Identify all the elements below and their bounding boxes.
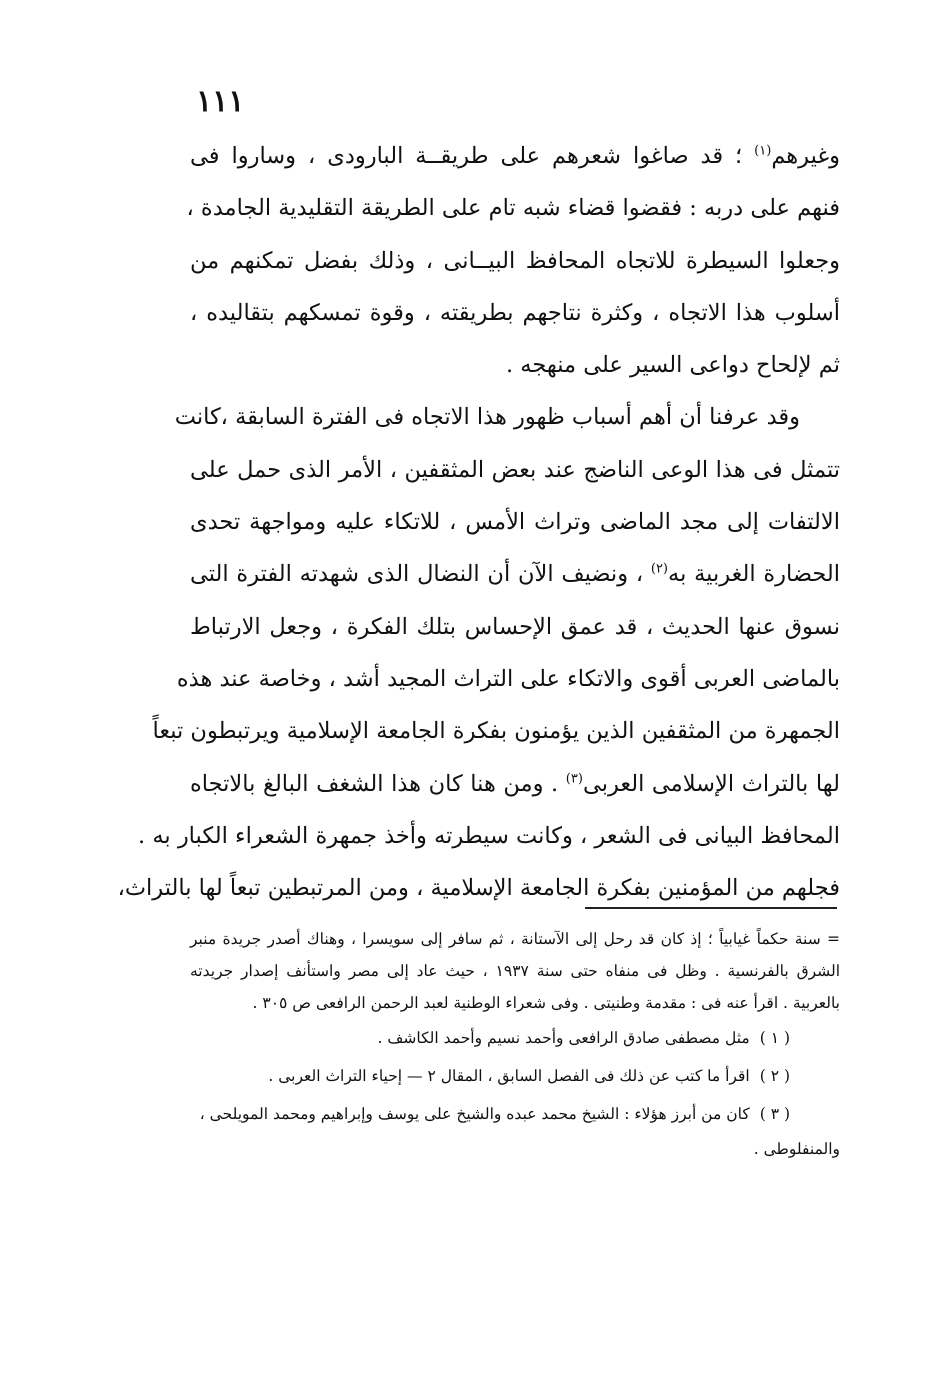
text-line <box>190 758 840 810</box>
footnote-ref: (٣) <box>565 771 583 787</box>
main-text <box>117 130 840 914</box>
text-line: الجمهرة من المثقفين الذين يؤمنون بفكرة الجامعة الإسلامية ويرتبطون تبعاً <box>152 718 840 745</box>
line-text: . ومن هنا كان هذا الشغف البالغ بالاتجاه <box>190 770 566 797</box>
footnote-divider <box>585 907 837 909</box>
footnote-continuation-line: = سنة حكماً غيابياً ؛ إذ كان قد رحل إلى الآستانة ، ثم سافر إلى سويسرا ، وهناك أصدر جريدة منبر <box>190 930 840 948</box>
page-number: ١١١ <box>196 84 245 119</box>
footnote-text: اقرأ ما كتب عن ذلك فى الفصل السابق ، المقال ٢ — إحياء التراث العربى . <box>268 1067 750 1085</box>
text-line: بالماضى العربى أقوى والاتكاء على التراث المجيد أشد ، وخاصة عند هذه <box>176 665 840 692</box>
footnote-text: مثل مصطفى صادق الرافعى وأحمد نسيم وأحمد الكاشف . <box>377 1029 750 1047</box>
footnotes <box>190 923 840 1165</box>
footnote-number: ( ٣ ) <box>759 1105 790 1123</box>
text-line: تتمثل فى هذا الوعى الناضج عند بعض المثقفين ، الأمر الذى حمل على <box>190 456 840 483</box>
footnote-3 <box>190 1095 840 1133</box>
footnote-continuation-line: بالعربية . اقرأ عنه فى : مقدمة وطنيتى . وفى شعراء الوطنية لعبد الرحمن الرافعى ص ٣٠٥ . <box>252 994 840 1012</box>
footnote-2 <box>190 1057 840 1095</box>
line-text: وغيرهم <box>771 143 840 169</box>
line-text: ؛ قد صاغوا شعرهم على طريقــة البارودى ، وساروا فى <box>190 143 755 169</box>
footnote-ref: (٢) <box>650 561 668 577</box>
text-line: فجلهم من المؤمنين بفكرة الجامعة الإسلامية ، ومن المرتبطين تبعاً لها بالتراث، <box>117 875 840 902</box>
footnote-continuation-line: الشرق بالفرنسية . وظل فى منفاه حتى سنة ١٩٣٧ ، حيث عاد إلى مصر واستأنف إصدار جريدته <box>190 962 841 980</box>
footnote-1 <box>190 1019 840 1057</box>
text-line <box>190 548 840 600</box>
text-line: أسلوب هذا الاتجاه ، وكثرة نتاجهم بطريقته ، وقوة تمسكهم بتقاليده ، <box>190 299 840 326</box>
line-text: لها بالتراث الإسلامى العربى <box>582 770 840 797</box>
text-line: وقد عرفنا أن أهم أسباب ظهور هذا الاتجاه فى الفترة السابقة ،كانت <box>174 404 800 431</box>
text-line: نسوق عنها الحديث ، قد عمق الإحساس بتلك الفكرة ، وجعل الارتباط <box>190 613 840 640</box>
text-line <box>190 130 840 182</box>
text-line: المحافظ البيانى فى الشعر ، وكانت سيطرته وأخذ جمهرة الشعراء الكبار به . <box>138 822 840 849</box>
line-text: الحضارة الغربية به <box>668 561 840 588</box>
footnote-number: ( ٢ ) <box>759 1067 790 1085</box>
line-text: ، ونضيف الآن أن النضال الذى شهدته الفترة التى <box>190 561 651 588</box>
footnote-text: كان من أبرز هؤلاء : الشيخ محمد عبده والشيخ على يوسف وإبراهيم ومحمد المويلحى ، <box>199 1105 750 1123</box>
text-line: فنهم على دربه : فقضوا قضاء شبه تام على الطريقة التقليدية الجامدة ، <box>186 195 840 222</box>
text-line: وجعلوا السيطرة للاتجاه المحافظ البيــانى ، وذلك بفضل تمكنهم من <box>190 247 840 274</box>
footnote-number: ( ١ ) <box>759 1029 790 1047</box>
text-line: ثم لإلحاح دواعى السير على منهجه . <box>505 352 840 379</box>
footnote-ref: (١) <box>754 143 772 159</box>
footnote-continuation-line: والمنفلوطى . <box>753 1140 840 1158</box>
text-line: الالتفات إلى مجد الماضى وتراث الأمس ، للاتكاء عليه ومواجهة تحدى <box>190 509 840 536</box>
